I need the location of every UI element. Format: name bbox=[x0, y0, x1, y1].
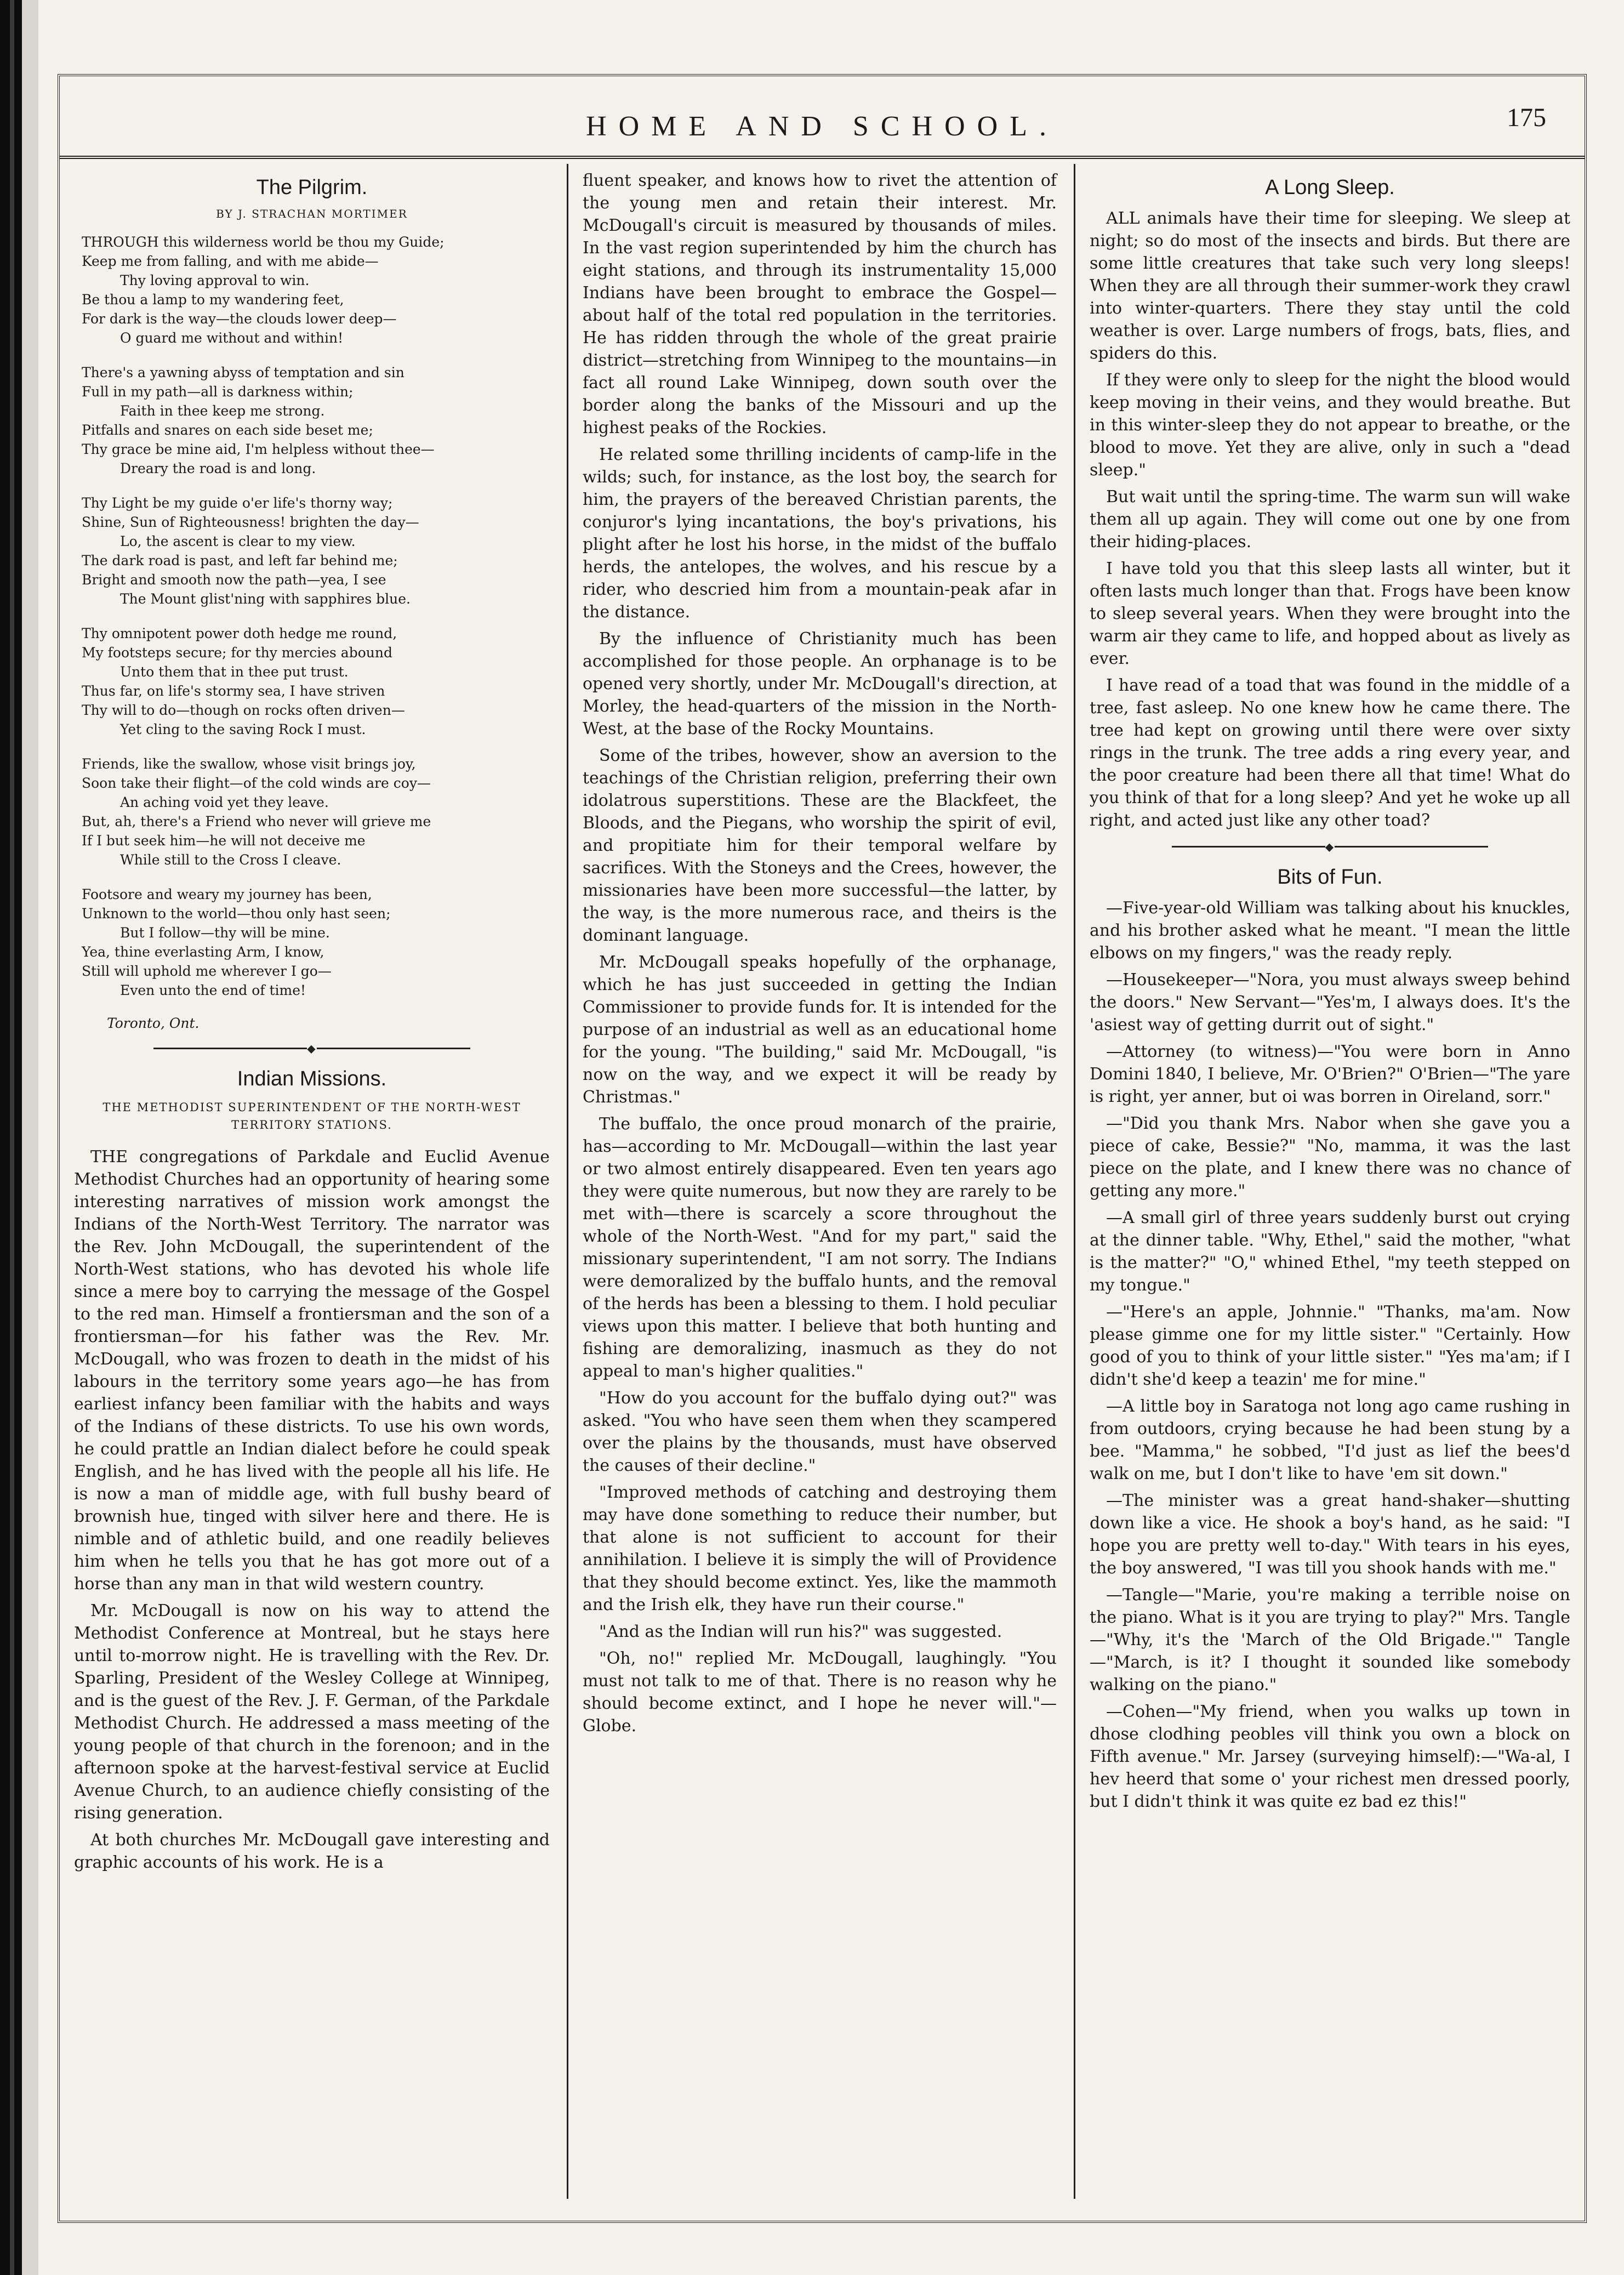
poem-line: Dreary the road is and long. bbox=[120, 460, 316, 476]
poem-stanza bbox=[82, 885, 550, 1000]
poem-line: But, ah, there's a Friend who never will grieve me bbox=[82, 814, 431, 829]
poem-line: Even unto the end of time! bbox=[120, 982, 306, 998]
paragraph: At both churches Mr. McDougall gave interesting and graphic accounts of his work. He is a bbox=[74, 1830, 550, 1872]
paragraph: —The minister was a great hand-shaker—shutting down like a vice. He shook a boy's hand, as he said: "I hope you are pretty well to-day." With tears in his eyes, the boy answered, "I was till you shook hands with me." bbox=[1090, 1491, 1570, 1578]
poem-line: Yet cling to the saving Rock I must. bbox=[120, 721, 366, 737]
paragraph: He related some thrilling incidents of camp-life in the wilds; such, for instance, as the lost boy, the search for him, the prayers of the bereaved Christian parents, the conjuror's lying incantations, the boy's privations, his plight after he lost his horse, in the midst of the buffalo herds, the antelopes, the wolves, and his rescue by a rider, who descried him from a mountain-peak afar in the distance. bbox=[583, 445, 1057, 622]
paragraph: —A small girl of three years suddenly burst out crying at the dinner table. "Why, Ethel," said the mother, "what is the matter?" "O," whined Ethel, "my teeth stepped on my tongue." bbox=[1090, 1208, 1570, 1295]
poem-line: Soon take their flight—of the cold winds are coy— bbox=[82, 775, 431, 791]
article-title: Indian Missions. bbox=[237, 1067, 387, 1090]
poem-line: There's a yawning abyss of temptation and sin bbox=[82, 365, 404, 380]
poem-line: Friends, like the swallow, whose visit brings joy, bbox=[82, 756, 416, 772]
paragraph: ALL animals have their time for sleeping. We sleep at night; so do most of the insects and birds. But there are some little creatures that take such very long sleeps! When they are all through their summer-work they crawl into winter-quarters. There they stay until the cold weather is over. Large numbers of frogs, bats, flies, and spiders do this. bbox=[1090, 209, 1570, 363]
paragraph: The buffalo, the once proud monarch of the prairie, has—according to Mr. McDougall—within the last year or two almost entirely disappeared. Even ten years ago they were quite numerous, but now they are rarely to be met with—there is scarcely a score throughout the whole of the North-West. "And for my part," said the missionary superintendent, "I am not sorry. The Indians were demoralized by the buffalo hunts, and the removal of the herds has been a blessing to them. I hold peculiar views upon this matter. I believe that both hunting and fishing are demoralizing, inasmuch as they do not appeal to man's higher qualities." bbox=[583, 1114, 1057, 1381]
paragraph: "Oh, no!" replied Mr. McDougall, laughingly. "You must not talk to me of that. There is no reason why he should become extinct, and I hope he never will."—Globe. bbox=[583, 1649, 1057, 1736]
poem-byline: BY J. STRACHAN MORTIMER bbox=[216, 207, 408, 220]
poem-line: Thy loving approval to win. bbox=[120, 272, 310, 288]
poem-stanza bbox=[82, 624, 550, 739]
poem-line: But I follow—thy will be mine. bbox=[120, 925, 330, 941]
poem-line: While still to the Cross I cleave. bbox=[120, 852, 341, 868]
poem-line: The dark road is past, and left far behind me; bbox=[82, 553, 398, 568]
poem-title: The Pilgrim. bbox=[256, 176, 368, 199]
poem-line: My footsteps secure; for thy mercies abound bbox=[82, 645, 392, 661]
poem-line: Thus far, on life's stormy sea, I have striven bbox=[82, 683, 385, 699]
poem-line: Thy will to do—though on rocks often driven— bbox=[82, 702, 405, 718]
poem-line: Thy grace be mine aid, I'm helpless without thee— bbox=[82, 441, 435, 457]
column-1 bbox=[60, 164, 564, 2199]
poem-line: For dark is the way—the clouds lower deep— bbox=[82, 311, 397, 327]
section-divider: ◆ bbox=[74, 1041, 550, 1055]
page-number: 175 bbox=[1507, 103, 1546, 132]
article-body-part-1 bbox=[74, 1146, 550, 1874]
poem-body bbox=[82, 232, 550, 1000]
section-divider: ◆ bbox=[1090, 839, 1570, 854]
column-3 bbox=[1074, 164, 1585, 2199]
paragraph: —Housekeeper—"Nora, you must always sweep behind the doors." New Servant—"Yes'm, I always does. It's the 'asiest way of getting durrit out of sight." bbox=[1090, 970, 1570, 1034]
poem-stanza bbox=[82, 363, 550, 478]
paragraph: But wait until the spring-time. The warm sun will wake them all up again. They will come out one by one from their hiding-places. bbox=[1090, 487, 1570, 551]
poem-line: If I but seek him—he will not deceive me bbox=[82, 833, 366, 849]
poem-stanza bbox=[82, 754, 550, 869]
column-2 bbox=[567, 164, 1071, 2199]
paragraph: I have read of a toad that was found in the middle of a tree, fast asleep. No one knew how he came there. The tree had kept on growing until there were over sixty rings in the trunk. The tree adds a ring every year, and the poor creature had been there all that time! What do you think of that for a long sleep? And yet he woke up all right, and acted just like any other toad? bbox=[1090, 676, 1570, 830]
paragraph: "And as the Indian will run his?" was suggested. bbox=[599, 1622, 1002, 1641]
newspaper-page bbox=[58, 74, 1587, 2223]
paragraph: fluent speaker, and knows how to rivet the attention of the young men and retain their interest. Mr. McDougall's circuit is measured by thousands of miles. In the vast region superintended by him the church has eight stations, and through its instrumentality 15,000 Indians have been brought to embrace the Gospel—about half of the total red population in the territories. He has ridden through the whole of the great prairie district—stretching from Winnipeg to the mountains—in fact all round Lake Winnipeg, down south over the border along the banks of the Missouri and up the highest peaks of the Rockies. bbox=[583, 171, 1057, 437]
paragraph: —"Here's an apple, Johnnie." "Thanks, ma'am. Now please gimme one for my little sister." "Certainly. How good of you to think of your little sister." "Yes ma'am; if I didn't she'd keep a teazin' me for mine." bbox=[1090, 1302, 1570, 1389]
poem-line: Lo, the ascent is clear to my view. bbox=[120, 533, 356, 549]
page-header bbox=[60, 76, 1585, 159]
poem-line: Still will uphold me wherever I go— bbox=[82, 963, 332, 979]
paragraph: Mr. McDougall speaks hopefully of the orphanage, which he has just succeeded in getting the Indian Commissioner to provide funds for. It is intended for the purpose of an industrial as well as an educational home for the young. "The building," said Mr. McDougall, "is now on the way, and we expect it will be ready by Christmas." bbox=[583, 953, 1057, 1107]
poem-line: The Mount glist'ning with sapphires blue. bbox=[120, 591, 411, 607]
paragraph: —"Did you thank Mrs. Nabor when she gave you a piece of cake, Bessie?" "No, mamma, it was the last piece on the plate, and I knew there was no chance of getting any more." bbox=[1090, 1113, 1570, 1201]
paragraph: —Five-year-old William was talking about his knuckles, and his brother asked what he meant. "I mean the little elbows on my fingers," was the ready reply. bbox=[1090, 898, 1570, 963]
paragraph: —Cohen—"My friend, when you walks up town in dhose clodhing peobles vill think you own a block on Fifth avenue." Mr. Jarsey (surveying himself):—"Wa-al, I hev heerd that some o' your richest men dressed poorly, but I didn't think it was quite ez bad ez this!" bbox=[1090, 1702, 1570, 1811]
paragraph: —Attorney (to witness)—"You were born in Anno Domini 1840, I believe, Mr. O'Brien?" O'Brien—"The yare is right, yer anner, but oi was borren in Oireland, sorr." bbox=[1090, 1042, 1570, 1106]
poem-line: An aching void yet they leave. bbox=[120, 794, 329, 810]
poem-line: Be thou a lamp to my wandering feet, bbox=[82, 292, 344, 308]
poem-line: Yea, thine everlasting Arm, I know, bbox=[82, 944, 324, 960]
poem-stanza bbox=[82, 493, 550, 608]
poem-line: Unto them that in thee put trust. bbox=[120, 664, 349, 680]
bits-of-fun-title: Bits of Fun. bbox=[1277, 865, 1383, 889]
poem-line: Unknown to the world—thou only hast seen; bbox=[82, 906, 391, 922]
paragraph: Some of the tribes, however, show an aversion to the teachings of the Christian religion, preferring their own idolatrous superstitions. These are the Blackfeet, the Bloods, and the Piegans, who worship the spirit of evil, and propitiate him for their temporal welfare by sacrifices. With the Stoneys and the Crees, however, the missionaries have been more successful—the latter, by the way, is the more numerous race, and theirs is the dominant language. bbox=[583, 746, 1057, 945]
poem-line: Pitfalls and snares on each side beset me; bbox=[82, 422, 373, 438]
poem-place: Toronto, Ont. bbox=[107, 1015, 200, 1031]
poem-line: Faith in thee keep me strong. bbox=[120, 403, 325, 419]
paragraph: Mr. McDougall is now on his way to attend the Methodist Conference at Montreal, but he stays here until to-morrow night. He is travelling with the Rev. Dr. Sparling, President of the Wesley College at Winnipeg, and is the guest of the Rev. J. F. German, of the Parkdale Methodist Church. He addressed a mass meeting of the young people of that church in the forenoon; and in the afternoon spoke at the harvest-festival service at Euclid Avenue Church, to an audience chiefly consisting of the rising generation. bbox=[74, 1601, 550, 1823]
article-subhead: THE METHODIST SUPERINTENDENT OF THE NORTH-WEST TERRITORY STATIONS. bbox=[102, 1100, 521, 1131]
masthead: HOME AND SCHOOL. bbox=[586, 111, 1058, 142]
paragraph: THE congregations of Parkdale and Euclid Avenue Methodist Churches had an opportunity of hearing some interesting narratives of mission work amongst the Indians of the North-West Territory. The narrator was the Rev. John McDougall, the superintendent of the North-West stations, who has devoted his whole life since a mere boy to carrying the message of the Gospel to the red man. Himself a frontiersman and the son of a frontiersman—for his father was the Rev. Mr. McDougall, who was frozen to death in the midst of his labours in the territory some years ago—he has from earliest infancy been familiar with the habits and ways of the Indians of these districts. To use his own words, he could prattle an Indian dialect before he could speak English, and he has lived with the people all his life. He is now a man of middle age, with full bushy beard of brownish hue, tinged with silver here and there. He is nimble and of athletic build, and one readily believes him when he tells you that he has got more out of a horse than any man in that wild western country. bbox=[74, 1147, 550, 1594]
poem-line: Shine, Sun of Righteousness! brighten the day— bbox=[82, 514, 419, 530]
poem-line: Thy omnipotent power doth hedge me round, bbox=[82, 625, 397, 641]
poem-line: Keep me from falling, and with me abide— bbox=[82, 253, 379, 269]
long-sleep-body bbox=[1090, 207, 1570, 832]
poem-line: Thy Light be my guide o'er life's thorny way; bbox=[82, 495, 393, 511]
poem-line: Full in my path—all is darkness within; bbox=[82, 384, 354, 400]
bits-of-fun-body bbox=[1090, 897, 1570, 1813]
poem-line: Footsore and weary my journey has been, bbox=[82, 886, 372, 902]
poem-line: THROUGH this wilderness world be thou my Guide; bbox=[82, 234, 445, 250]
paragraph: "How do you account for the buffalo dying out?" was asked. "You who have seen them when they scampered over the plains by the thousands, must have observed the causes of their decline." bbox=[583, 1389, 1057, 1475]
paragraph: If they were only to sleep for the night the blood would keep moving in their veins, and they would breathe. But in this winter-sleep they do not appear to breathe, or the blood to move. Yet they are alive, only in such a "dead sleep." bbox=[1090, 371, 1570, 480]
paragraph: "Improved methods of catching and destroying them may have done something to reduce their number, but that alone is not sufficient to account for their annihilation. I believe it is simply the will of Providence that they should become extinct. Yes, like the mammoth and the Irish elk, they have run their course." bbox=[583, 1483, 1057, 1614]
long-sleep-title: A Long Sleep. bbox=[1265, 176, 1395, 199]
paragraph: —Tangle—"Marie, you're making a terrible noise on the piano. What is it you are trying to play?" Mrs. Tangle—"Why, it's the 'March of the Old Brigade.'" Tangle—"March, is it? I thought it sounded like somebody walking on the piano." bbox=[1090, 1585, 1570, 1694]
paragraph: By the influence of Christianity much has been accomplished for those people. An orphanage is to be opened very shortly, under Mr. McDougall's direction, at Morley, the head-quarters of the mission in the North-West, at the base of the Rocky Mountains. bbox=[583, 629, 1057, 738]
poem-line: Bright and smooth now the path—yea, I see bbox=[82, 572, 386, 588]
paragraph: I have told you that this sleep lasts all winter, but it often lasts much longer than that. Frogs have been know to sleep several years. When they were brought into the warm air they came to life, and hopped about as lively as ever. bbox=[1090, 559, 1570, 668]
poem-line: O guard me without and within! bbox=[120, 330, 344, 346]
paragraph: —A little boy in Saratoga not long ago came rushing in from outdoors, crying because he had been stung by a bee. "Mamma," he sobbed, "I'd just as lief the bees'd walk on me, but I don't like to have 'em sit down." bbox=[1090, 1396, 1570, 1483]
article-body-part-2 bbox=[583, 169, 1057, 1737]
book-spine-edge bbox=[0, 0, 38, 2275]
poem-stanza bbox=[82, 232, 550, 348]
